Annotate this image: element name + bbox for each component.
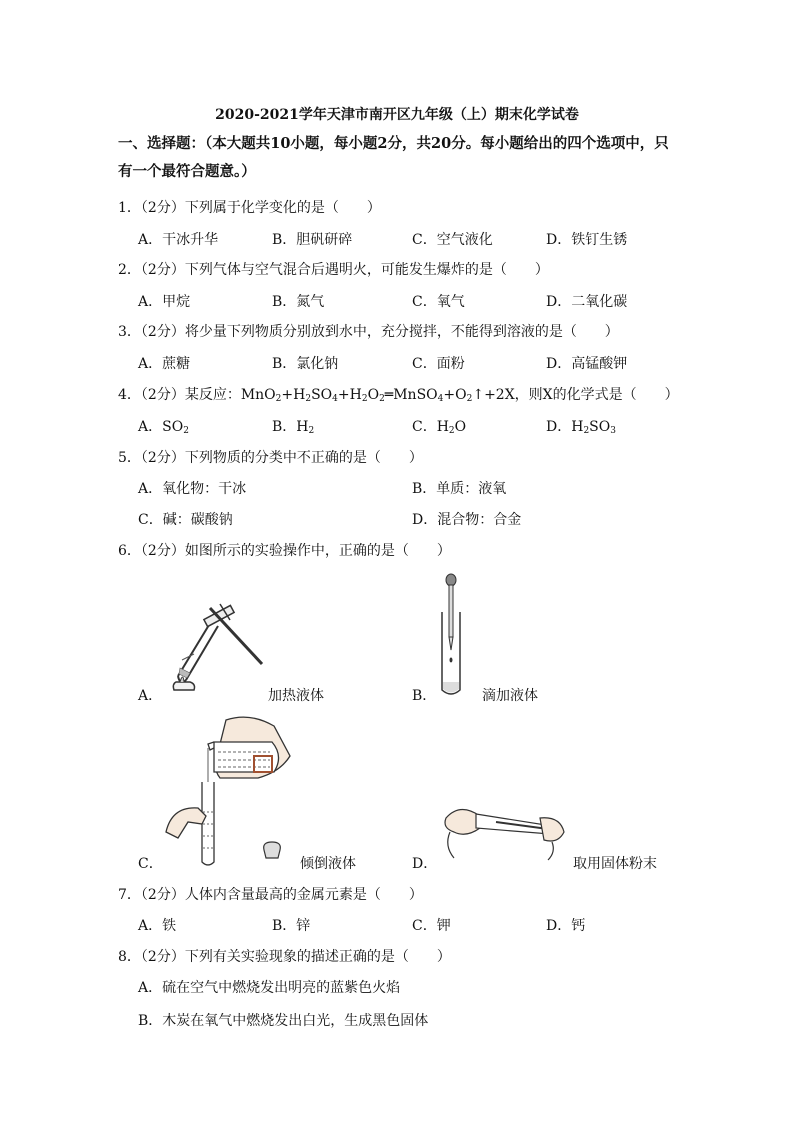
question-1-stem: 1．（2分）下列属于化学变化的是（ ） [118, 200, 381, 216]
q8-option-b: B．木炭在氧气中燃烧发出白光，生成黑色固体 [138, 1013, 429, 1029]
q6-caption-c: 倾倒液体 [300, 856, 356, 872]
q6-option-a: A． [138, 688, 163, 704]
q7-option-c: C．钾 [412, 918, 451, 934]
q2-option-c: C．氧气 [412, 294, 465, 310]
q7-option-d: D．钙 [546, 918, 586, 934]
question-3-stem: 3．（2分）将少量下列物质分别放到水中，充分搅拌，不能得到溶液的是（ ） [118, 324, 619, 340]
section-heading-line-2: 有一个最符合题意。） [118, 163, 256, 180]
q1-option-d: D．铁钉生锈 [546, 232, 628, 248]
q5-option-c: C．碱：碳酸钠 [138, 512, 233, 528]
question-4-stem: 4．（2分）某反应：$MnO_2+H_2SO_4+H_2O_2═MnSO_4+O_2↑+2X$，则X的化学式是（ ） [118, 387, 679, 404]
q1-option-b: B．胆矾研碎 [272, 232, 353, 248]
dropping-liquid-figure [436, 572, 466, 698]
q5-option-b: B．单质：液氧 [412, 481, 507, 497]
q1-option-a: A．干冰升华 [138, 232, 219, 248]
q3-option-c: C．面粉 [412, 356, 465, 372]
question-5-stem: 5．（2分）下列物质的分类中不正确的是（ ） [118, 450, 423, 466]
q2-option-a: A．甲烷 [138, 294, 191, 310]
q2-option-b: B．氮气 [272, 294, 325, 310]
q6-option-b: B． [412, 688, 437, 704]
exam-title: 2020-2021学年天津市南开区九年级（上）期末化学试卷 [215, 107, 579, 123]
q4-option-d: D．$H_2SO_3$ [546, 419, 616, 436]
heating-liquid-figure [160, 598, 270, 696]
q4-option-a: A．$SO_2$ [138, 419, 189, 436]
q6-caption-a: 加热液体 [268, 688, 324, 704]
q2-option-d: D．二氧化碳 [546, 294, 628, 310]
q6-option-c: C． [138, 856, 163, 872]
q3-option-a: A．蔗糖 [138, 356, 191, 372]
question-8-stem: 8．（2分）下列有关实验现象的描述正确的是（ ） [118, 949, 451, 965]
q4-option-b: B．$H_2$ [272, 419, 315, 436]
q7-option-a: A．铁 [138, 918, 177, 934]
q6-option-d: D． [412, 856, 438, 872]
q6-caption-d: 取用固体粉末 [573, 856, 657, 872]
q6-caption-b: 滴加液体 [482, 688, 538, 704]
question-6-stem: 6．（2分）如图所示的实验操作中，正确的是（ ） [118, 543, 451, 559]
q3-option-b: B．氯化钠 [272, 356, 339, 372]
solid-powder-figure [440, 798, 568, 864]
q4-option-c: C．$H_2O$ [412, 419, 467, 436]
q5-option-a: A．氧化物：干冰 [138, 481, 247, 497]
q5-option-d: D．混合物：合金 [412, 512, 522, 528]
pouring-liquid-figure [162, 712, 292, 868]
q8-option-a: A．硫在空气中燃烧发出明亮的蓝紫色火焰 [138, 980, 401, 996]
question-7-stem: 7．（2分）人体内含量最高的金属元素是（ ） [118, 887, 423, 903]
question-2-stem: 2．（2分）下列气体与空气混合后遇明火，可能发生爆炸的是（ ） [118, 262, 549, 278]
q3-option-d: D．高锰酸钾 [546, 356, 628, 372]
q7-option-b: B．锌 [272, 918, 311, 934]
q1-option-c: C．空气液化 [412, 232, 493, 248]
section-heading-line-1: 一、选择题：（本大题共10小题，每小题2分，共20分。每小题给出的四个选项中，只 [118, 135, 669, 152]
